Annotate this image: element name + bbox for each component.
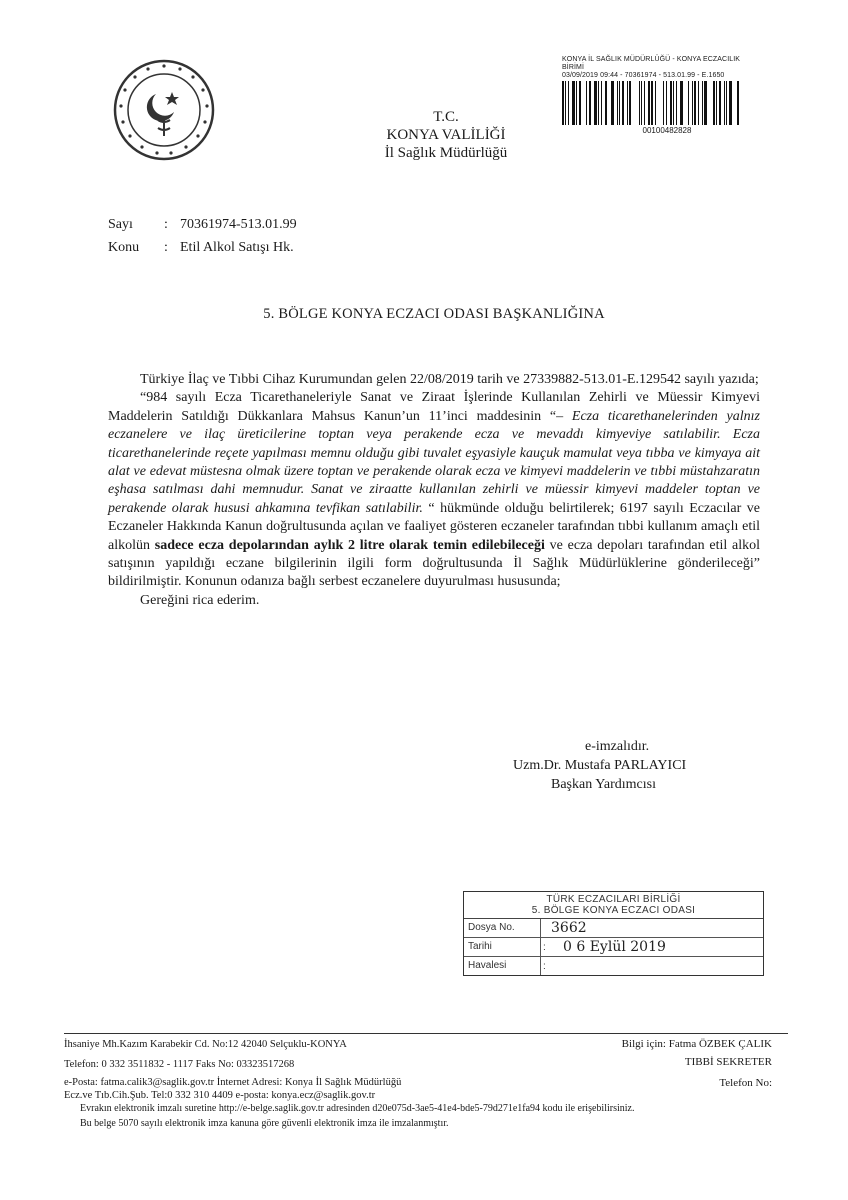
footer-contact-phone: Telefon No: bbox=[719, 1077, 772, 1089]
footer-email: e-Posta: fatma.calik3@saglik.gov.tr İnternet Adresi: Konya İl Sağlık Müdürlüğü bbox=[64, 1077, 402, 1088]
body-paragraph-1: Türkiye İlaç ve Tıbbi Cihaz Kurumundan gelen 22/08/2019 tarih ve 27339882-513.01-E.129542 sayılı yazıda; bbox=[140, 372, 759, 387]
sayi-row bbox=[108, 213, 297, 236]
header-directorate: İl Sağlık Müdürlüğü bbox=[384, 145, 508, 161]
konu-value: Etil Alkol Satışı Hk. bbox=[180, 240, 294, 255]
konu-separator: : bbox=[164, 240, 168, 255]
footer-address: İhsaniye Mh.Kazım Karabekir Cd. No:12 42040 Selçuklu-KONYA bbox=[64, 1039, 347, 1050]
footer-verify-link: Evrakın elektronik imzalı suretine http://e-belge.saglik.gov.tr adresinden d20e075d-3ae5-41e4-bde5-79d271e1fa94 kodu ile erişebilirsiniz. bbox=[80, 1103, 635, 1114]
registry-dosya-label: Dosya No. bbox=[464, 919, 541, 937]
body-p2-bold: sadece ecza depolarından aylık 2 litre olarak temin edilebileceği bbox=[154, 537, 545, 553]
header-tc: T.C. bbox=[433, 109, 459, 125]
konu-row bbox=[108, 236, 297, 259]
registry-stamp-header bbox=[464, 892, 763, 919]
footer-contact-title: TIBBİ SEKRETER bbox=[684, 1056, 772, 1068]
barcode-number: 00100482828 bbox=[642, 126, 692, 135]
body-p2-start: “984 sayılı Ecza Ticarethaneleriyle Sanat ve Ziraat İşlerinde Kullanılan Zehirli ve Müessir Kimyevi Maddelerin Satıldığı Dükkanlara Mahsus Kanun’un 11’inci maddesinin “ bbox=[108, 390, 760, 424]
document-meta bbox=[108, 213, 297, 259]
footer-phone: Telefon: 0 332 3511832 - 1117 Faks No: 03323517268 bbox=[64, 1059, 295, 1070]
chamber-registry-stamp bbox=[463, 891, 764, 976]
body-paragraph-2 bbox=[108, 389, 760, 591]
konu-label: Konu bbox=[108, 240, 140, 255]
footer-email-2: Ecz.ve Tıb.Cih.Şub. Tel:0 332 310 4409 e-posta: konya.ecz@saglik.gov.tr bbox=[64, 1090, 376, 1101]
signature-name: Uzm.Dr. Mustafa PARLAYICI bbox=[513, 758, 687, 773]
signature-title: Başkan Yardımcısı bbox=[551, 777, 656, 792]
footer-divider bbox=[64, 1033, 788, 1034]
letter-body bbox=[108, 371, 760, 610]
registry-tarih-label: Tarihi bbox=[464, 938, 541, 956]
sayi-label: Sayı bbox=[108, 217, 133, 232]
registry-tarih-colon: : bbox=[543, 941, 546, 953]
registry-stamp-title-2: 5. BÖLGE KONYA ECZACI ODASI bbox=[531, 905, 696, 916]
registry-stamp-title-1: TÜRK ECZACILARI BİRLİĞİ bbox=[546, 894, 681, 905]
registry-tarih-row bbox=[464, 938, 763, 957]
footer-law-note: Bu belge 5070 sayılı elektronik imza kanuna göre güvenli elektronik imza ile imzalanmıştır. bbox=[80, 1118, 449, 1129]
sayi-separator: : bbox=[164, 217, 168, 232]
stamp-line-3: 03/09/2019 09:44 - 70361974 - 513.01.99 - E.1650 bbox=[562, 72, 725, 79]
registry-tarih-value: 0 6 Eylül 2019 bbox=[563, 939, 666, 955]
body-p2-law-quote: – Ecza ticarethanelerinden yalnız eczanelere ve ilaç üreticilerine toptan veya perakende ecza ve mevaddı kimyeviye satılabilir. Ecza ticarethanelerinde reçete yapılması memnu olduğu gibi tuvalet eşyasiyle kauçuk mamulat veya tıbba ve kimyaya ait alat ve edevat müstesna olmak üzere toptan ve perakende olarak ecza ve kimyevi maddelerin ve tıbbi müstahzaratın eşhasa satılması dahi memnudur. Sanat ve ziraatte kullanılan zehirli ve müessir kimyevi maddeler toptan ve perakende olarak hususi ahkamına tevfikan satılabilir. bbox=[108, 408, 760, 516]
body-p2-mid: “ hükmünde olduğu belirtilerek; 6197 sayılı Eczacılar ve Eczaneler Hakkında Kanun doğrultusunda açılan ve faaliyet gösteren eczaneler tarafından tıbbi kullanım amaçlı etil alkolün bbox=[108, 500, 760, 553]
registry-havalesi-colon: : bbox=[543, 960, 546, 972]
header-governorship: KONYA VALİLİĞİ bbox=[386, 127, 506, 143]
stamp-line-2: BİRİMİ bbox=[562, 64, 584, 71]
signature-e-signed: e-imzalıdır. bbox=[585, 739, 650, 754]
footer-contact-person: Bilgi için: Fatma ÖZBEK ÇALIK bbox=[621, 1038, 772, 1050]
document-header bbox=[0, 108, 848, 162]
body-p2-end: ve ecza depoları tarafından etil alkol satışının yapıldığı eczane bilgilerinin ilgili form doğrultusunda İl Sağlık Müdürlüklerine gönderileceği” bildirilmiştir. Konunun odanıza bağlı serbest eczanelere duyurulması hususunda; bbox=[108, 537, 761, 590]
registry-havalesi-row bbox=[464, 957, 763, 975]
registry-havalesi-label: Havalesi bbox=[464, 957, 541, 975]
body-paragraph-3: Gereğini rica ederim. bbox=[140, 592, 260, 608]
registry-dosya-value: 3662 bbox=[551, 920, 587, 936]
registry-dosya-row bbox=[464, 919, 763, 938]
signature-block bbox=[513, 737, 686, 794]
sayi-value: 70361974-513.01.99 bbox=[180, 217, 297, 232]
recipient-heading: 5. BÖLGE KONYA ECZACI ODASI BAŞKANLIĞINA bbox=[263, 306, 605, 322]
stamp-line-1: KONYA İL SAĞLIK MÜDÜRLÜĞÜ - KONYA ECZACILIK bbox=[562, 56, 741, 63]
